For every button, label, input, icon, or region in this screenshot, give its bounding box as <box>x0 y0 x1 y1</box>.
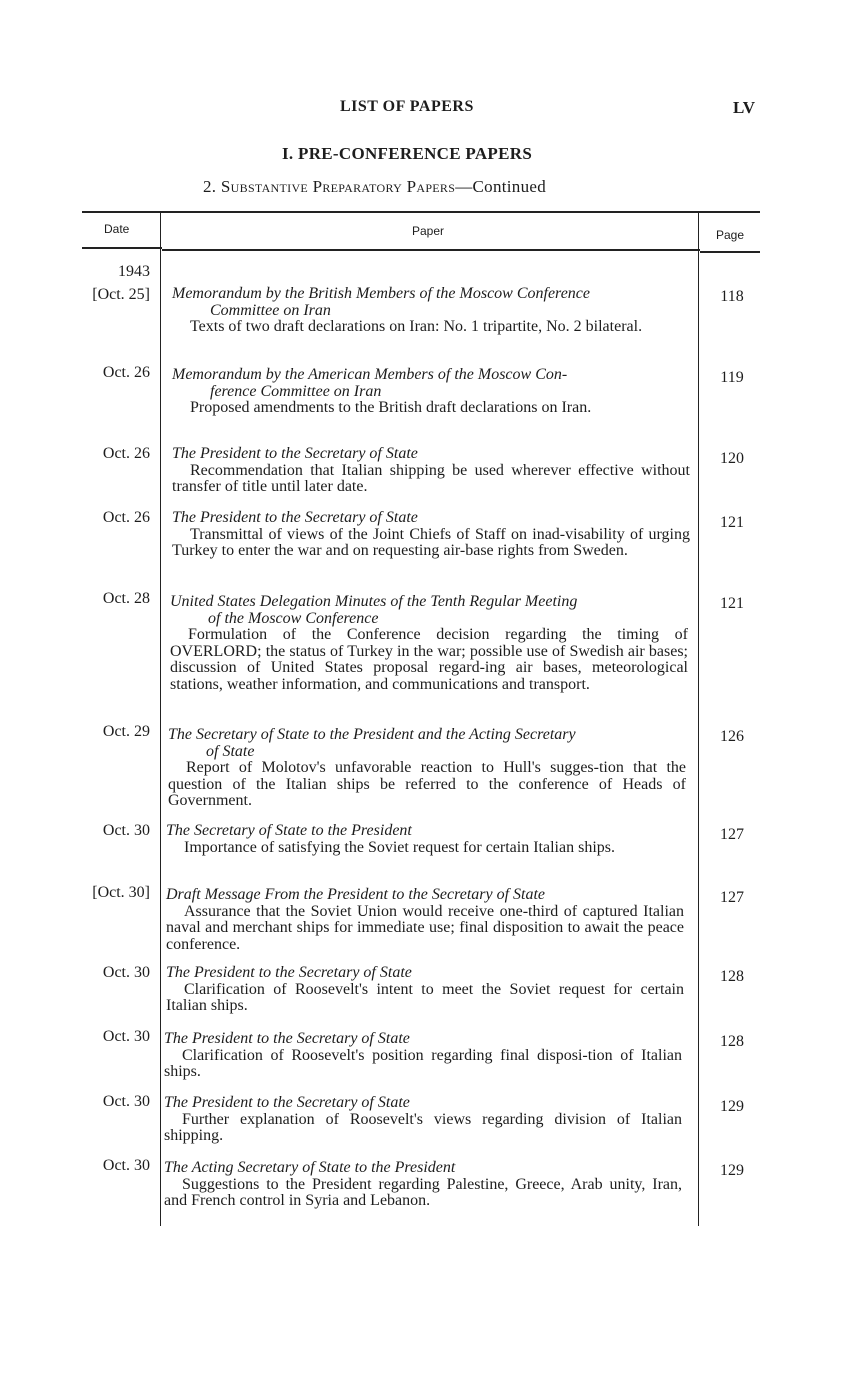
entry-description: Recommendation that Italian shipping be used wherever effective without transfer of title until later date. <box>172 461 690 495</box>
year-label: 1943 <box>118 263 150 280</box>
entry-date: Oct. 30 <box>102 822 150 839</box>
header-bottom-rule-paper <box>162 249 700 251</box>
subsection-suffix: —Continued <box>455 177 547 196</box>
entry-description: Texts of two draft declarations on Iran: No. 1 tripartite, No. 2 bilateral. <box>190 318 643 335</box>
entry-date: Oct. 28 <box>102 590 150 607</box>
header-bottom-rule-page <box>700 251 760 253</box>
entry-date: [Oct. 25] <box>92 286 150 303</box>
entry-date: [Oct. 30] <box>92 884 150 901</box>
entry-paper <box>166 887 684 953</box>
entry-page: 118 <box>720 288 744 305</box>
entry-title: The President to the Secretary of State <box>172 445 418 462</box>
entry-description: Clarification of Roosevelt's position regarding final disposi-tion of Italian ships. <box>164 1046 682 1080</box>
entry-title-continued: ference Committee on Iran <box>210 382 382 400</box>
entry-paper <box>170 594 688 693</box>
running-head <box>0 98 850 122</box>
section-title: I. PRE-CONFERENCE PAPERS <box>282 144 533 163</box>
entry-title: The Secretary of State to the President and the Acting Secretary <box>168 726 576 743</box>
header-page: Page <box>716 228 745 242</box>
header-paper: Paper <box>412 224 445 238</box>
entry-page: 129 <box>720 1162 744 1179</box>
subsection-title <box>203 177 546 197</box>
entry-paper <box>166 823 684 856</box>
entry-page: 128 <box>720 968 744 985</box>
entry-description: Further explanation of Roosevelt's views regarding division of Italian shipping. <box>164 1110 682 1144</box>
subsection-name: Substantive Preparatory Papers <box>220 177 456 196</box>
column-divider-left <box>160 212 161 1226</box>
entry-page: 119 <box>720 369 744 386</box>
entry-date: Oct. 30 <box>102 1028 150 1045</box>
column-divider-right <box>698 212 699 1226</box>
entry-title: The Secretary of State to the President <box>166 822 412 839</box>
entry-paper <box>172 286 690 336</box>
entry-description: Proposed amendments to the British draft declarations on Iran. <box>190 399 592 416</box>
entry-date: Oct. 30 <box>102 1157 150 1174</box>
entry-title: Memorandum by the British Members of the Moscow Conference <box>172 285 590 302</box>
entry-page: 128 <box>720 1033 744 1050</box>
entry-description: Clarification of Roosevelt's intent to meet the Soviet request for certain Italian ships. <box>166 980 684 1014</box>
entry-title: Memorandum by the American Members of the Moscow Con- <box>172 366 568 383</box>
entry-page: 129 <box>720 1098 744 1115</box>
running-head-title: LIST OF PAPERS <box>340 98 474 115</box>
entry-page: 120 <box>720 450 744 467</box>
entry-title: The President to the Secretary of State <box>164 1030 410 1047</box>
entry-date: Oct. 30 <box>102 1093 150 1110</box>
table-top-rule <box>82 211 760 213</box>
entry-description: Assurance that the Soviet Union would receive one-third of captured Italian naval and merchant ships for immediate use; final disposition to await the peace conference. <box>166 902 684 953</box>
entry-description: Suggestions to the President regarding Palestine, Greece, Arab unity, Iran, and French control in Syria and Lebanon. <box>164 1175 682 1209</box>
entry-date: Oct. 26 <box>102 445 150 462</box>
entry-description: Formulation of the Conference decision regarding the timing of OVERLORD; the status of Turkey in the war; possible use of Swedish air bases; discussion of United States proposal regard-ing air bases, meteorological stations, weather information, and communications and transport. <box>170 626 688 693</box>
entry-page: 121 <box>720 514 744 531</box>
entry-title: The President to the Secretary of State <box>172 509 418 526</box>
entry-page: 127 <box>720 826 744 843</box>
entry-paper <box>172 510 690 560</box>
entry-page: 127 <box>720 889 744 906</box>
entry-page: 126 <box>720 728 744 745</box>
subsection-number: 2. <box>203 177 217 196</box>
entry-title: The Acting Secretary of State to the President <box>164 1159 456 1176</box>
entry-date: Oct. 29 <box>102 723 150 740</box>
entry-paper <box>172 446 690 496</box>
page-number: LV <box>733 98 756 117</box>
entry-paper <box>172 367 690 417</box>
entry-title-continued: of State <box>206 742 255 760</box>
entry-description: Transmittal of views of the Joint Chiefs of Staff on inad-visability of urging Turkey to enter the war and on requesting air-base rights from Sweden. <box>172 525 690 559</box>
entry-title: The President to the Secretary of State <box>166 964 412 981</box>
entry-description: Importance of satisfying the Soviet request for certain Italian ships. <box>184 838 615 856</box>
entry-title: United States Delegation Minutes of the Tenth Regular Meeting <box>170 593 578 610</box>
entry-title-continued: of the Moscow Conference <box>208 609 379 627</box>
entry-title-continued: Committee on Iran <box>210 301 331 319</box>
entry-paper <box>166 965 684 1015</box>
entry-title: Draft Message From the President to the Secretary of State <box>166 886 546 903</box>
entry-paper <box>164 1095 682 1145</box>
entry-page: 121 <box>720 595 744 612</box>
entry-description: Report of Molotov's unfavorable reaction to Hull's sugges-tion that the question of the Italian ships be referred to the conference of Heads of Government. <box>168 759 686 809</box>
entry-date: Oct. 30 <box>102 964 150 981</box>
header-bottom-rule-date <box>82 247 162 249</box>
entry-title: The President to the Secretary of State <box>164 1094 410 1111</box>
entry-date: Oct. 26 <box>102 364 150 381</box>
entry-paper <box>164 1160 682 1210</box>
header-date: Date <box>104 222 130 236</box>
entry-paper <box>164 1031 682 1081</box>
entry-paper <box>168 727 686 810</box>
entry-date: Oct. 26 <box>102 509 150 526</box>
